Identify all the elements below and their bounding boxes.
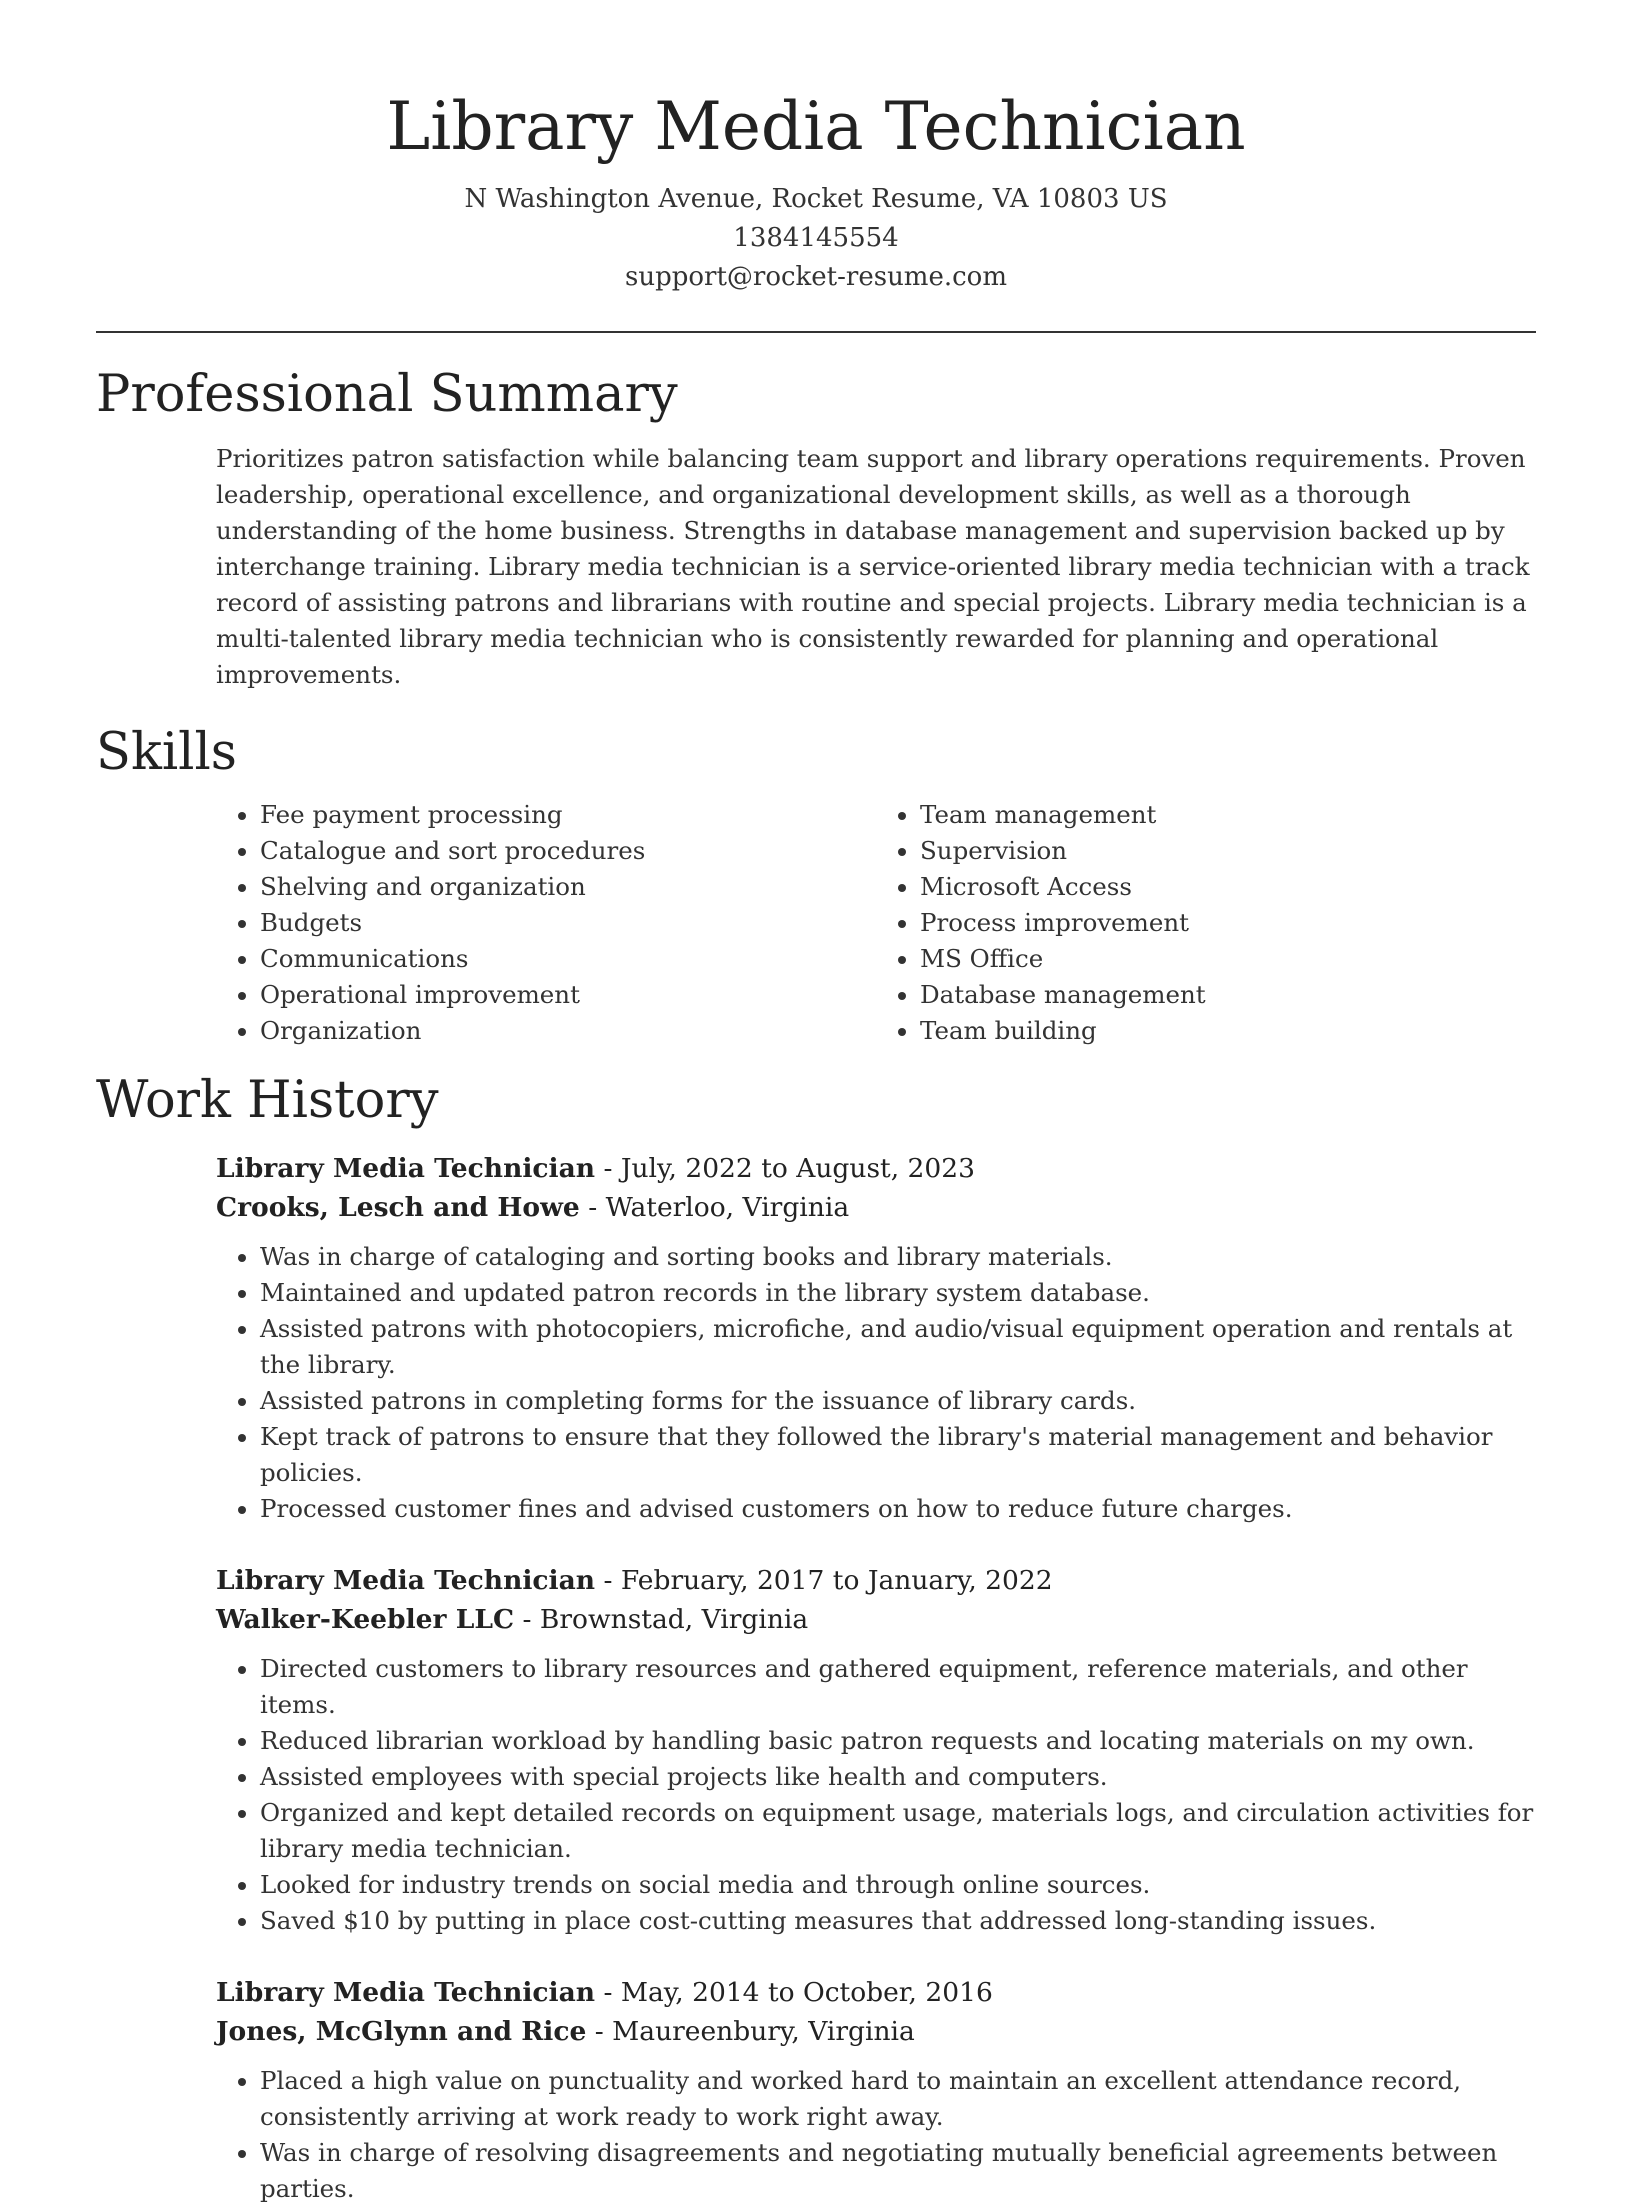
job-dates: - May, 2014 to October, 2016 [595, 1977, 993, 2008]
summary-section [96, 441, 1536, 693]
job-bullets [216, 1651, 1540, 1939]
job-title: Library Media Technician [216, 1565, 596, 1596]
skill-item: • Microsoft Access [920, 869, 1536, 905]
skill-item: • Operational improvement [260, 977, 876, 1013]
job-entry [216, 1149, 1536, 1527]
job-dates: - July, 2022 to August, 2023 [595, 1153, 975, 1184]
job-entry [216, 1561, 1536, 1939]
job-bullet: • Assisted patrons in completing forms for the issuance of library cards. [260, 1383, 1540, 1419]
job-bullet: • Processed customer fines and advised customers on how to reduce future charges. [260, 1491, 1540, 1527]
contact-phone: 1384145554 [733, 223, 899, 253]
skills-section [96, 797, 1536, 1049]
skill-item: • Supervision [920, 833, 1536, 869]
job-location: - Maureenbury, Virginia [586, 2016, 915, 2047]
skill-item: • Communications [260, 941, 876, 977]
contact-block [96, 180, 1536, 297]
job-bullet: • Saved $10 by putting in place cost-cutting measures that addressed long-standing issues. [260, 1903, 1540, 1939]
job-company: Jones, McGlynn and Rice [216, 2016, 587, 2047]
skill-item: • Organization [260, 1013, 876, 1049]
job-company: Walker-Keebler LLC [216, 1604, 515, 1635]
job-entry [216, 1973, 1536, 2207]
summary-text: Prioritizes patron satisfaction while balancing team support and library operations requirements. Proven leadership, operational excellence, and organizational development skills, as well as a thorough understanding of the home business. Strengths in database management and supervision backed up by interchange training. Library media technician is a service-oriented library media technician with a track record of assisting patrons and librarians with routine and special projects. Library media technician is a multi-talented library media technician who is consistently rewarded for planning and operational improvements. [216, 444, 1530, 689]
skills-heading: Skills [96, 723, 237, 782]
resume-header [96, 0, 1536, 297]
job-title-line [216, 1149, 1536, 1188]
job-bullet: • Placed a high value on punctuality and worked hard to maintain an excellent attendance record, consistently arriving at work ready to work right away. [260, 2063, 1540, 2135]
job-location: - Waterloo, Virginia [579, 1192, 850, 1223]
work-history-section [96, 1149, 1536, 2207]
skill-item: • Budgets [260, 905, 876, 941]
skills-list-left [216, 797, 876, 1049]
job-title: Library Media Technician [216, 1977, 596, 2008]
job-company-line [216, 2012, 1536, 2051]
job-dates: - February, 2017 to January, 2022 [595, 1565, 1053, 1596]
job-company: Crooks, Lesch and Howe [216, 1192, 580, 1223]
skills-list-right [876, 797, 1536, 1049]
job-company-line [216, 1188, 1536, 1227]
job-bullet: • Directed customers to library resources and gathered equipment, reference materials, and other items. [260, 1651, 1540, 1723]
job-bullets [216, 1239, 1540, 1527]
skill-item: • Catalogue and sort procedures [260, 833, 876, 869]
job-company-line [216, 1600, 1536, 1639]
skill-item: • Team building [920, 1013, 1536, 1049]
work-history-heading: Work History [96, 1071, 439, 1130]
skill-item: • Shelving and organization [260, 869, 876, 905]
contact-email: support@rocket-resume.com [624, 262, 1007, 292]
skill-item: • Database management [920, 977, 1536, 1013]
skill-item: • Team management [920, 797, 1536, 833]
job-bullet: • Was in charge of resolving disagreements and negotiating mutually beneficial agreements between parties. [260, 2135, 1540, 2207]
job-title: Library Media Technician [216, 1153, 596, 1184]
job-bullet: • Kept track of patrons to ensure that they followed the library's material management and behavior policies. [260, 1419, 1540, 1491]
job-location: - Brownstad, Virginia [514, 1604, 809, 1635]
contact-address: N Washington Avenue, Rocket Resume, VA 10803 US [464, 184, 1168, 214]
skill-item: • Process improvement [920, 905, 1536, 941]
skill-item: • Fee payment processing [260, 797, 876, 833]
resume-page [96, 0, 1536, 2207]
job-bullet: • Was in charge of cataloging and sorting books and library materials. [260, 1239, 1540, 1275]
job-title-line [216, 1973, 1536, 2012]
job-bullet: • Organized and kept detailed records on equipment usage, materials logs, and circulation activities for library media technician. [260, 1795, 1540, 1867]
resume-name: Library Media Technician [386, 88, 1246, 165]
job-bullet: • Looked for industry trends on social media and through online sources. [260, 1867, 1540, 1903]
job-bullet: • Assisted patrons with photocopiers, microfiche, and audio/visual equipment operation and rentals at the library. [260, 1311, 1540, 1383]
skills-columns [216, 797, 1536, 1049]
job-title-line [216, 1561, 1536, 1600]
job-bullets [216, 2063, 1540, 2207]
job-bullet: • Assisted employees with special projects like health and computers. [260, 1759, 1540, 1795]
summary-heading: Professional Summary [96, 365, 678, 424]
job-bullet: • Reduced librarian workload by handling basic patron requests and locating materials on my own. [260, 1723, 1540, 1759]
skill-item: • MS Office [920, 941, 1536, 977]
header-divider [96, 331, 1536, 333]
job-bullet: • Maintained and updated patron records in the library system database. [260, 1275, 1540, 1311]
